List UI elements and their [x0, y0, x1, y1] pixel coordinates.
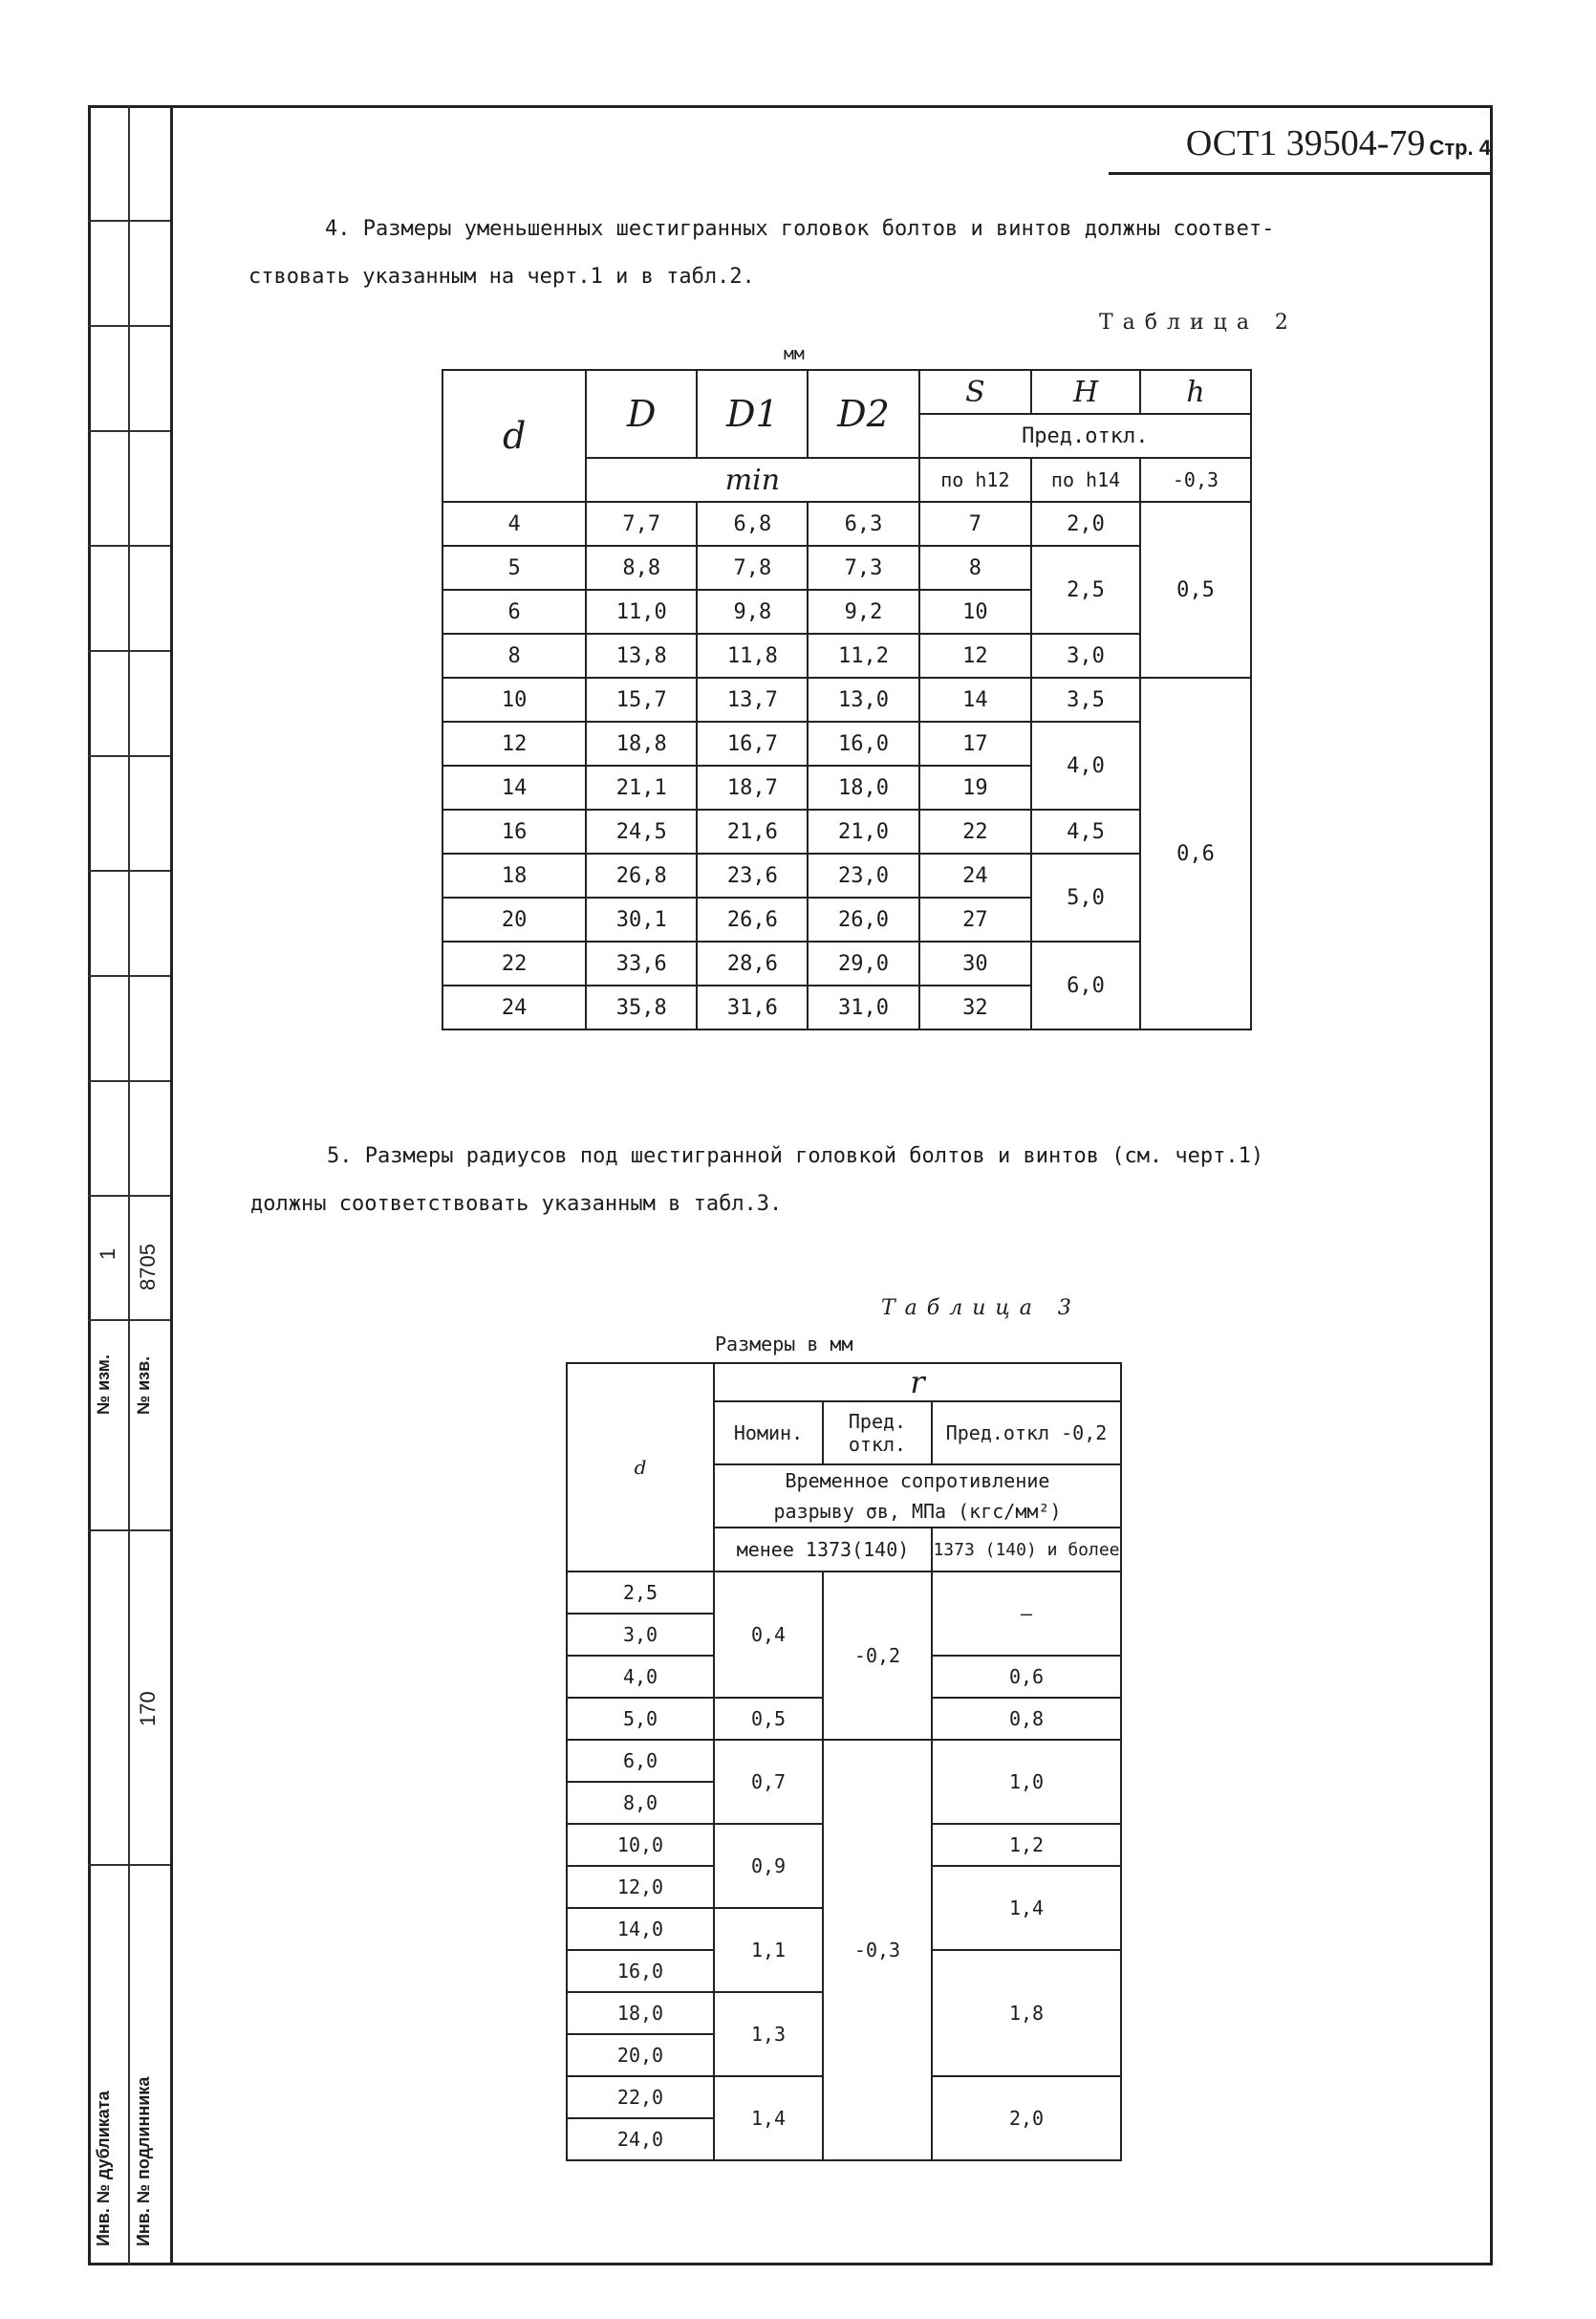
- t2-cell-H: 3,5: [1031, 678, 1140, 722]
- t2-header-hh-tol: -0,3: [1140, 458, 1251, 502]
- table-row: [567, 1571, 1121, 1614]
- t2-cell: 35,8: [586, 986, 697, 1029]
- t2-cell: 26,8: [586, 854, 697, 898]
- standard-code: ОСТ1 39504-79: [1185, 123, 1426, 163]
- t2-cell: 32: [919, 986, 1032, 1029]
- t2-header-S: S: [919, 370, 1032, 414]
- table-row: [442, 502, 1251, 546]
- t2-header-D2: D2: [808, 370, 918, 458]
- t3-d-cell: 22,0: [567, 2076, 714, 2118]
- t3-nomin-cell: 0,4: [714, 1571, 823, 1698]
- t2-cell: 5: [442, 546, 586, 590]
- table3-caption: Таблица 3: [881, 1296, 1081, 1320]
- t2-cell: 19: [919, 766, 1032, 810]
- t2-cell: 20: [442, 898, 586, 942]
- t2-cell-H: 4,0: [1031, 722, 1140, 810]
- t2-cell-H: 2,0: [1031, 502, 1140, 546]
- t2-cell: 13,8: [586, 634, 697, 678]
- t3-d-cell: 16,0: [567, 1950, 714, 1992]
- t3-d-cell: 20,0: [567, 2034, 714, 2076]
- t2-header-D: D: [586, 370, 697, 458]
- sidebar-dubl-label: Инв. № дубликата: [94, 2091, 113, 2246]
- table3-unit: Размеры в мм: [715, 1333, 853, 1355]
- t2-cell-h: 0,5: [1140, 502, 1251, 678]
- t3-d-cell: 14,0: [567, 1908, 714, 1950]
- paragraph-4-line1: 4. Размеры уменьшенных шестигранных головок болтов и винтов должны соответ-: [325, 217, 1275, 241]
- paragraph-4-line2: ствовать указанным на черт.1 и в табл.2.: [248, 265, 755, 289]
- sidebar-izv-value: 8705: [136, 1244, 160, 1290]
- t3-d-cell: 5,0: [567, 1698, 714, 1740]
- table-row: [442, 810, 1251, 854]
- t3-nomin-cell: 1,3: [714, 1992, 823, 2076]
- t2-cell: 7: [919, 502, 1032, 546]
- t2-cell: 21,1: [586, 766, 697, 810]
- sidebar-podl-label: Инв. № подлинника: [134, 2076, 153, 2246]
- t2-cell: 31,6: [697, 986, 808, 1029]
- t3-d-cell: 3,0: [567, 1614, 714, 1656]
- paragraph-5-line1: 5. Размеры радиусов под шестигранной головкой болтов и винтов (см. черт.1): [327, 1144, 1264, 1168]
- table2: [442, 369, 1252, 1030]
- header-underline: [1109, 172, 1491, 175]
- t2-cell: 11,0: [586, 590, 697, 634]
- t2-cell: 24: [919, 854, 1032, 898]
- t3-header-r: r: [714, 1363, 1121, 1401]
- t2-cell: 22: [919, 810, 1032, 854]
- t2-cell: 11,8: [697, 634, 808, 678]
- t3-d-cell: 12,0: [567, 1866, 714, 1908]
- page-frame-divider: [170, 105, 173, 2265]
- t2-cell: 29,0: [808, 942, 918, 986]
- table-row: [442, 942, 1251, 986]
- t3-header-pred-otkl2: Пред.откл -0,2: [932, 1401, 1121, 1464]
- t2-cell: 13,7: [697, 678, 808, 722]
- t2-cell: 12: [919, 634, 1032, 678]
- t3-more-cell: 1,2: [932, 1824, 1121, 1866]
- t3-header-d: d: [567, 1363, 714, 1571]
- t2-cell-H: 6,0: [1031, 942, 1140, 1029]
- t2-cell: 9,8: [697, 590, 808, 634]
- table2-caption: Таблица 2: [1099, 311, 1298, 335]
- t2-cell: 8: [442, 634, 586, 678]
- t2-cell: 30: [919, 942, 1032, 986]
- t3-header-vrem2: разрыву σв, МПа (кгс/мм²): [714, 1496, 1121, 1528]
- t2-cell: 27: [919, 898, 1032, 942]
- t2-cell: 7,3: [808, 546, 918, 590]
- t2-cell: 28,6: [697, 942, 808, 986]
- t2-cell: 11,2: [808, 634, 918, 678]
- t3-more-cell: 1,4: [932, 1866, 1121, 1950]
- t2-cell: 15,7: [586, 678, 697, 722]
- sidebar-podl-value: 170: [136, 1691, 160, 1726]
- t2-cell: 24,5: [586, 810, 697, 854]
- t3-d-cell: 6,0: [567, 1740, 714, 1782]
- t2-header-min: min: [586, 458, 918, 502]
- table-row: [567, 1740, 1121, 1782]
- t2-cell: 14: [919, 678, 1032, 722]
- t2-cell: 6,8: [697, 502, 808, 546]
- t2-cell: 18: [442, 854, 586, 898]
- t3-header-col-less: менее 1373(140): [714, 1528, 932, 1571]
- t2-cell: 30,1: [586, 898, 697, 942]
- t2-cell-h: 0,6: [1140, 678, 1251, 1029]
- table2-unit: мм: [784, 344, 805, 364]
- t3-header-nomin: Номин.: [714, 1401, 823, 1464]
- t2-cell: 17: [919, 722, 1032, 766]
- t2-header-D1: D1: [697, 370, 808, 458]
- t3-d-cell: 2,5: [567, 1571, 714, 1614]
- t2-cell: 33,6: [586, 942, 697, 986]
- t2-cell: 16: [442, 810, 586, 854]
- t2-cell: 24: [442, 986, 586, 1029]
- paragraph-5-line2: должны соответствовать указанным в табл.3.: [250, 1192, 783, 1216]
- t2-cell: 22: [442, 942, 586, 986]
- t2-cell: 18,8: [586, 722, 697, 766]
- t2-cell: 23,0: [808, 854, 918, 898]
- t2-header-s-tol: по h12: [919, 458, 1032, 502]
- t2-header-h-tol: по h14: [1031, 458, 1140, 502]
- t2-cell: 10: [919, 590, 1032, 634]
- t2-cell: 23,6: [697, 854, 808, 898]
- t2-cell-H: 4,5: [1031, 810, 1140, 854]
- page-number: Стр. 4: [1429, 136, 1491, 160]
- t3-otkl-cell: -0,3: [823, 1740, 932, 2160]
- t3-more-cell: –: [932, 1571, 1121, 1656]
- t2-cell: 10: [442, 678, 586, 722]
- t2-header-H: H: [1031, 370, 1140, 414]
- t2-cell: 31,0: [808, 986, 918, 1029]
- t2-cell: 8,8: [586, 546, 697, 590]
- table-row: [442, 722, 1251, 766]
- sidebar-stamp: [88, 105, 170, 2265]
- t2-cell: 9,2: [808, 590, 918, 634]
- t2-cell-H: 2,5: [1031, 546, 1140, 634]
- t2-cell: 16,0: [808, 722, 918, 766]
- t2-cell: 6,3: [808, 502, 918, 546]
- table-row: [442, 854, 1251, 898]
- paragraph-4: [248, 206, 1472, 301]
- t2-cell: 8: [919, 546, 1032, 590]
- t3-header-pred-otkl: Пред. откл.: [823, 1401, 932, 1464]
- t2-header-h: h: [1140, 370, 1251, 414]
- t3-more-cell: 0,6: [932, 1656, 1121, 1698]
- t3-nomin-cell: 1,4: [714, 2076, 823, 2160]
- t3-d-cell: 18,0: [567, 1992, 714, 2034]
- table-row: [442, 634, 1251, 678]
- t2-cell: 18,0: [808, 766, 918, 810]
- document-header: [1186, 122, 1491, 164]
- t2-cell: 21,0: [808, 810, 918, 854]
- t2-header-pred-otkl: Пред.откл.: [919, 414, 1251, 458]
- t2-cell: 7,8: [697, 546, 808, 590]
- t2-cell-H: 3,0: [1031, 634, 1140, 678]
- t3-more-cell: 2,0: [932, 2076, 1121, 2160]
- paragraph-5: [250, 1133, 1474, 1228]
- t3-otkl-cell: -0,2: [823, 1571, 932, 1740]
- sidebar-izm-label: № изм.: [94, 1355, 113, 1415]
- t3-header-col-more: 1373 (140) и более: [932, 1528, 1121, 1571]
- t3-d-cell: 24,0: [567, 2118, 714, 2160]
- t2-cell: 14: [442, 766, 586, 810]
- t3-nomin-cell: 0,5: [714, 1698, 823, 1740]
- t3-nomin-cell: 0,7: [714, 1740, 823, 1824]
- t3-header-vrem1: Временное сопротивление: [714, 1464, 1121, 1496]
- t2-cell: 26,6: [697, 898, 808, 942]
- t2-cell: 13,0: [808, 678, 918, 722]
- t2-cell: 6: [442, 590, 586, 634]
- t2-cell: 16,7: [697, 722, 808, 766]
- t2-cell: 26,0: [808, 898, 918, 942]
- sidebar-izv-label: № изв.: [134, 1355, 153, 1415]
- t3-nomin-cell: 0,9: [714, 1824, 823, 1908]
- t3-more-cell: 1,0: [932, 1740, 1121, 1824]
- table-row: [442, 678, 1251, 722]
- table3: [566, 1362, 1122, 2161]
- t2-cell: 18,7: [697, 766, 808, 810]
- t2-cell: 4: [442, 502, 586, 546]
- t2-cell: 12: [442, 722, 586, 766]
- t2-cell-H: 5,0: [1031, 854, 1140, 942]
- t3-d-cell: 10,0: [567, 1824, 714, 1866]
- t3-d-cell: 8,0: [567, 1782, 714, 1824]
- sidebar-izm-value: 1: [96, 1247, 119, 1260]
- t3-d-cell: 4,0: [567, 1656, 714, 1698]
- t2-header-d: d: [442, 370, 586, 502]
- t3-more-cell: 1,8: [932, 1950, 1121, 2076]
- table-row: [442, 546, 1251, 590]
- t2-cell: 7,7: [586, 502, 697, 546]
- t3-more-cell: 0,8: [932, 1698, 1121, 1740]
- t2-cell: 21,6: [697, 810, 808, 854]
- t3-nomin-cell: 1,1: [714, 1908, 823, 1992]
